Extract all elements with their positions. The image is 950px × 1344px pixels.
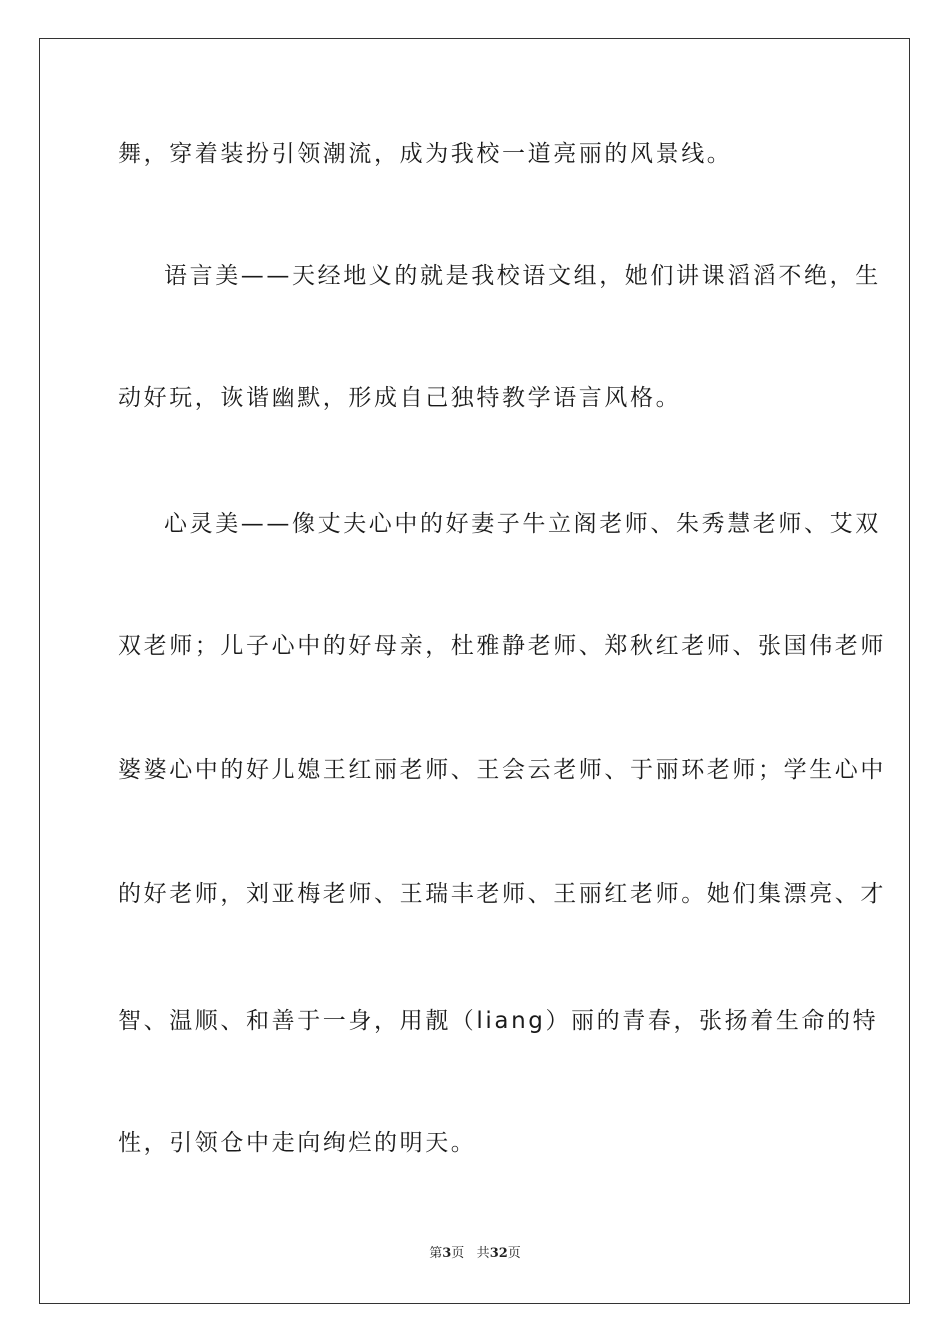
text-line-8: 智、温顺、和善于一身，用靓（liang）丽的青春，张扬着生命的特 bbox=[118, 1008, 879, 1034]
page-footer bbox=[0, 1245, 950, 1263]
text-line-6: 婆婆心中的好儿媳王红丽老师、王会云老师、于丽环老师；学生心中 bbox=[118, 757, 886, 783]
text-line-2: 语言美——天经地义的就是我校语文组，她们讲课滔滔不绝，生 bbox=[164, 263, 881, 289]
footer-total-suffix: 页 bbox=[507, 1246, 521, 1261]
footer-page-prefix: 第 bbox=[429, 1246, 443, 1261]
text-line-9: 性，引领仓中走向绚烂的明天。 bbox=[118, 1130, 477, 1156]
footer-page-suffix: 页 bbox=[451, 1246, 465, 1261]
footer-total-prefix: 共 bbox=[476, 1246, 490, 1261]
text-line-7: 的好老师，刘亚梅老师、王瑞丰老师、王丽红老师。她们集漂亮、才 bbox=[118, 881, 886, 907]
footer-total-pages: 32 bbox=[489, 1246, 508, 1261]
text-line-1: 舞，穿着装扮引领潮流，成为我校一道亮丽的风景线。 bbox=[118, 141, 733, 167]
text-line-4: 心灵美——像丈夫心中的好妻子牛立阁老师、朱秀慧老师、艾双 bbox=[164, 511, 881, 537]
text-line-3: 动好玩，诙谐幽默，形成自己独特教学语言风格。 bbox=[118, 385, 682, 411]
footer-page-number: 3 bbox=[442, 1246, 452, 1261]
text-line-5: 双老师；儿子心中的好母亲，杜雅静老师、郑秋红老师、张国伟老师 bbox=[118, 633, 886, 659]
page-border bbox=[39, 38, 910, 1304]
